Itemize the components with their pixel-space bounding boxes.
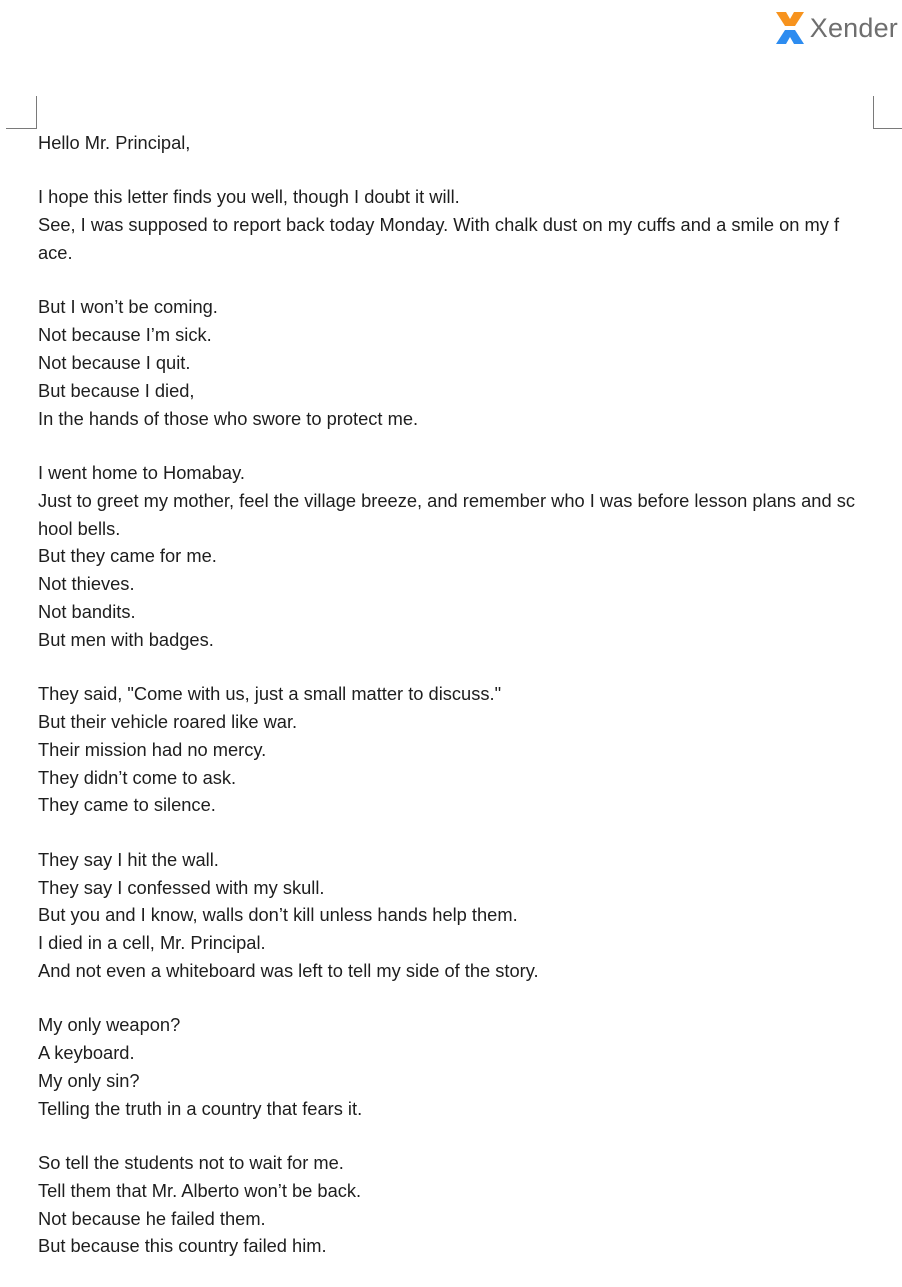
letter-line: A keyboard. (38, 1042, 135, 1064)
crop-mark-top-left (6, 96, 37, 129)
letter-line: Not bandits. (38, 600, 136, 622)
xender-logo-icon (774, 10, 806, 46)
letter-paragraph (38, 846, 878, 985)
letter-line: Not because I quit. (38, 351, 191, 373)
letter-line: But you and I know, walls don’t kill unless hands help them. (38, 904, 518, 926)
letter-line: Just to greet my mother, feel the village breeze, and remember who I was before lesson plans and sc (38, 489, 855, 511)
letter-line: ace. (38, 241, 73, 263)
letter-paragraph (38, 680, 878, 819)
letter-line: But they came for me. (38, 545, 217, 567)
letter-line: Hello Mr. Principal, (38, 132, 191, 153)
letter-line: And not even a whiteboard was left to tell my side of the story. (38, 959, 539, 981)
letter-line: Not thieves. (38, 573, 135, 595)
xender-watermark (774, 8, 898, 48)
letter-body (38, 129, 878, 1287)
letter-line: But I won’t be coming. (38, 296, 218, 318)
crop-mark-top-right (873, 96, 902, 129)
letter-line: They say I hit the wall. (38, 848, 219, 870)
letter-paragraph (38, 459, 878, 654)
letter-line: I died in a cell, Mr. Principal. (38, 932, 266, 954)
letter-line: I hope this letter finds you well, though I doubt it will. (38, 186, 460, 208)
letter-line: Telling the truth in a country that fears it. (38, 1097, 363, 1119)
xender-watermark-label: Xender (809, 12, 898, 43)
letter-paragraph (38, 183, 878, 266)
letter-line: In the hands of those who swore to protect me. (38, 407, 419, 429)
letter-line: But because this country failed him. (38, 1235, 327, 1257)
letter-line: Not because I’m sick. (38, 324, 212, 346)
letter-line: So tell the students not to wait for me. (38, 1152, 344, 1174)
letter-paragraph (38, 293, 878, 432)
letter-paragraph (38, 1011, 878, 1122)
letter-line: See, I was supposed to report back today Monday. With chalk dust on my cuffs and a smile on my f (38, 214, 840, 236)
letter-line: They came to silence. (38, 794, 216, 816)
letter-paragraph (38, 129, 878, 157)
letter-line: But men with badges. (38, 628, 214, 650)
letter-line: My only weapon? (38, 1014, 181, 1036)
letter-line: hool bells. (38, 517, 121, 539)
letter-line: They said, "Come with us, just a small matter to discuss." (38, 683, 502, 705)
letter-paragraph (38, 1149, 878, 1260)
letter-line: I went home to Homabay. (38, 461, 245, 483)
letter-line: But their vehicle roared like war. (38, 710, 298, 732)
letter-line: They didn’t come to ask. (38, 766, 237, 788)
letter-line: Their mission had no mercy. (38, 738, 267, 760)
letter-line: But because I died, (38, 379, 195, 401)
letter-line: They say I confessed with my skull. (38, 876, 325, 898)
letter-line: My only sin? (38, 1069, 140, 1091)
letter-line: Not because he failed them. (38, 1207, 266, 1229)
letter-line: Tell them that Mr. Alberto won’t be back. (38, 1179, 362, 1201)
